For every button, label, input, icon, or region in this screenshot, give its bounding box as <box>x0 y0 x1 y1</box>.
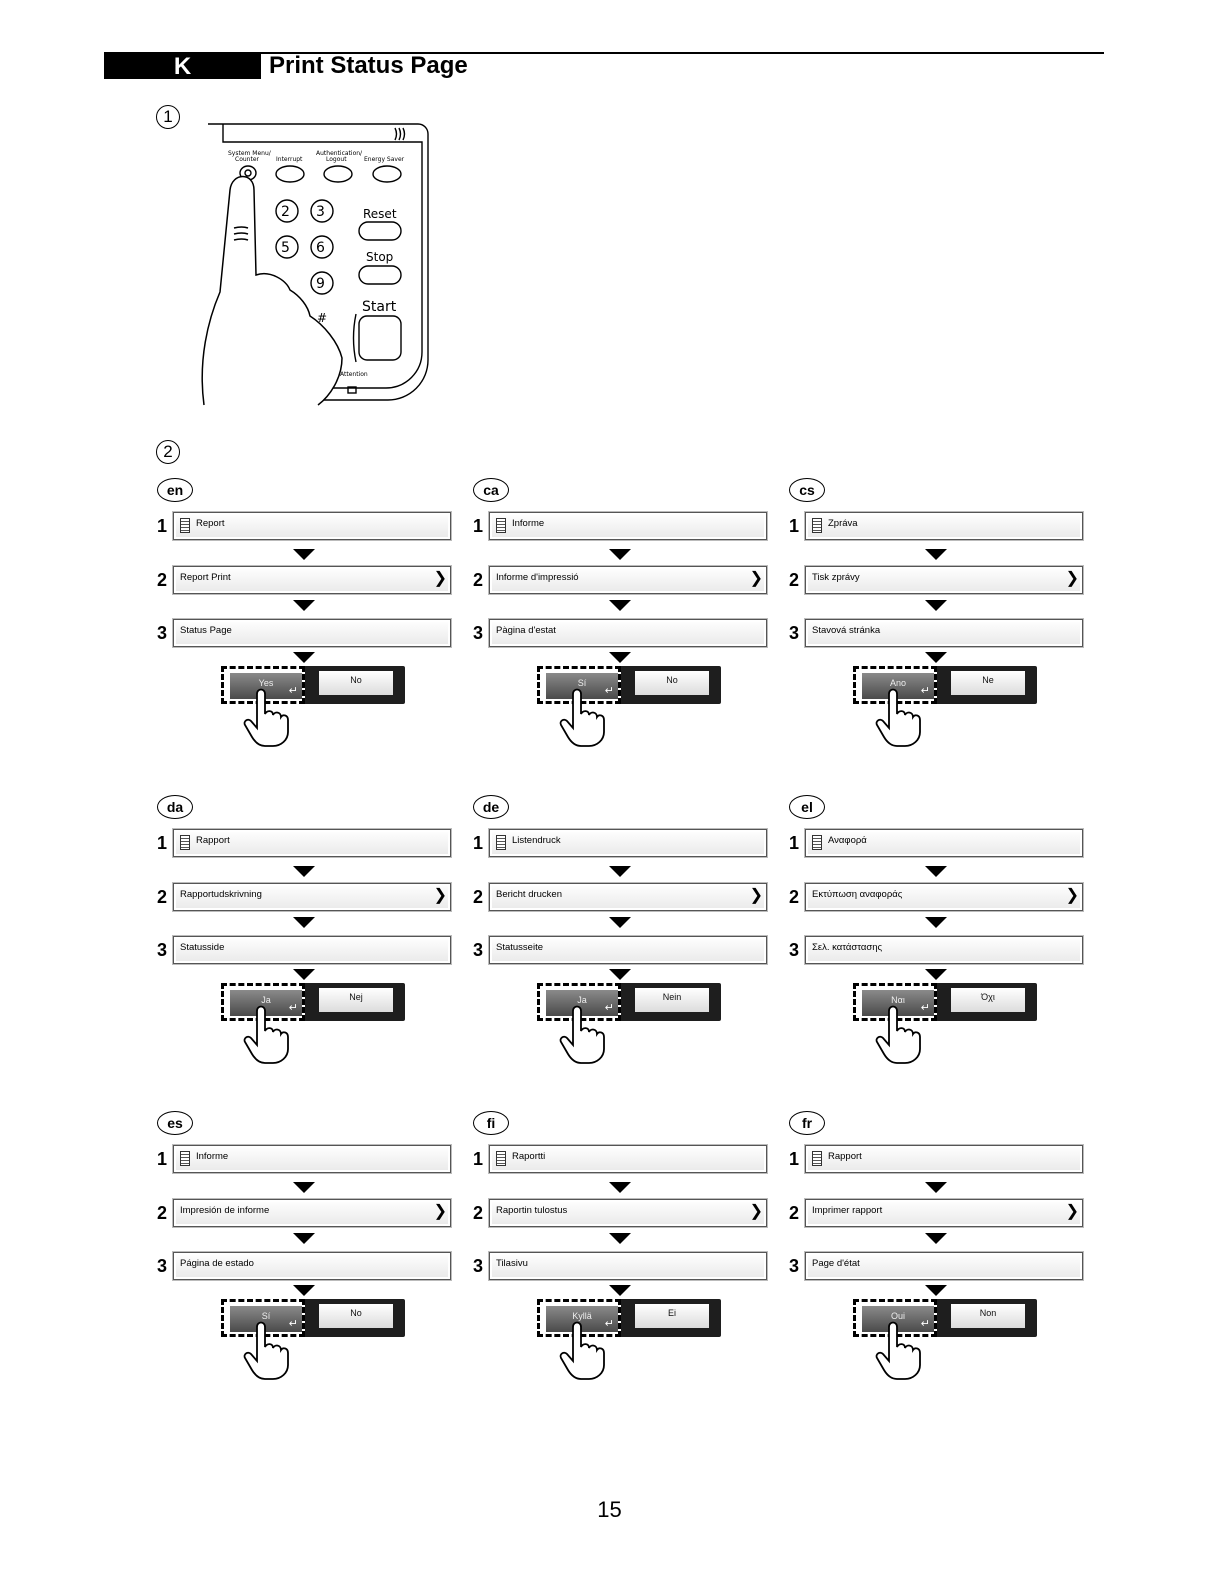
yes-button-label: Ja <box>577 995 587 1005</box>
confirm-dialog <box>221 666 411 756</box>
down-arrow-icon <box>609 866 631 877</box>
chevron-right-icon: ❯ <box>749 570 763 587</box>
menu-report-print[interactable] <box>805 1199 1083 1227</box>
row-number: 3 <box>157 1256 168 1276</box>
chevron-right-icon: ❯ <box>749 1203 763 1220</box>
logout-label: Logout <box>326 156 347 163</box>
row-number: 3 <box>473 940 484 960</box>
system-menu-label: System Menu/ <box>228 150 271 157</box>
language-block-cs <box>789 478 1089 778</box>
document-icon <box>812 835 822 850</box>
yes-button-label: Sí <box>577 678 587 688</box>
tapping-hand-icon <box>875 1005 921 1065</box>
row-number: 1 <box>473 1149 484 1169</box>
interrupt-label: Interrupt <box>276 156 303 163</box>
confirm-dialog <box>853 666 1043 756</box>
row-number: 3 <box>789 940 800 960</box>
confirm-dialog <box>853 983 1043 1073</box>
key-3: 3 <box>316 204 325 220</box>
tapping-hand-icon <box>559 1005 605 1065</box>
confirm-dialog <box>221 983 411 1073</box>
control-panel-illustration <box>190 120 435 410</box>
row-number: 2 <box>157 1203 168 1223</box>
confirm-dialog <box>537 983 727 1073</box>
down-arrow-icon <box>609 969 631 980</box>
down-arrow-icon <box>925 652 947 663</box>
document-icon <box>496 835 506 850</box>
down-arrow-icon <box>293 549 315 560</box>
language-code: el <box>789 795 825 819</box>
chevron-right-icon: ❯ <box>749 887 763 904</box>
tapping-hand-icon <box>559 1321 605 1381</box>
document-icon <box>180 835 190 850</box>
language-code: fi <box>473 1111 509 1135</box>
down-arrow-icon <box>609 1233 631 1244</box>
counter-label: Counter <box>235 156 259 163</box>
row-number: 3 <box>473 623 484 643</box>
row-number: 1 <box>789 516 800 536</box>
menu-report[interactable] <box>173 829 451 857</box>
row-number: 3 <box>157 623 168 643</box>
language-code: cs <box>789 478 825 502</box>
menu-report-print-label: Informe d'impressió <box>496 572 579 583</box>
menu-status-page-label: Página de estado <box>180 1258 254 1269</box>
enter-icon: ↵ <box>604 1002 614 1014</box>
row-number: 2 <box>473 1203 484 1223</box>
down-arrow-icon <box>925 917 947 928</box>
down-arrow-icon <box>925 866 947 877</box>
row-number: 1 <box>789 833 800 853</box>
row-number: 2 <box>157 570 168 590</box>
no-button-label: Ei <box>667 1308 676 1318</box>
menu-status-page[interactable] <box>805 1252 1083 1280</box>
chevron-right-icon: ❯ <box>1065 1203 1079 1220</box>
energy-saver-label: Energy Saver <box>364 156 405 163</box>
chevron-right-icon: ❯ <box>433 570 447 587</box>
enter-icon: ↵ <box>288 1318 298 1330</box>
document-icon <box>496 518 506 533</box>
menu-report-print[interactable] <box>173 566 451 594</box>
language-block-en <box>157 478 457 778</box>
no-button-label: Nein <box>662 992 682 1002</box>
down-arrow-icon <box>925 969 947 980</box>
row-number: 1 <box>157 1149 168 1169</box>
down-arrow-icon <box>609 652 631 663</box>
no-button[interactable] <box>951 1304 1025 1328</box>
down-arrow-icon <box>293 917 315 928</box>
enter-icon: ↵ <box>604 1318 614 1330</box>
menu-status-page[interactable] <box>805 619 1083 647</box>
language-block-da <box>157 795 457 1095</box>
menu-status-page[interactable] <box>173 936 451 964</box>
language-code: fr <box>789 1111 825 1135</box>
menu-report-print-label: Report Print <box>180 572 231 583</box>
down-arrow-icon <box>293 866 315 877</box>
confirm-dialog <box>853 1299 1043 1389</box>
row-number: 3 <box>789 623 800 643</box>
yes-button-label: Ναι <box>891 995 905 1005</box>
document-icon <box>180 518 190 533</box>
menu-status-page-label: Tilasivu <box>496 1258 528 1269</box>
start-label: Start <box>362 299 397 315</box>
no-button-label: Non <box>979 1308 997 1318</box>
menu-report-print-label: Imprimer rapport <box>812 1205 883 1216</box>
document-icon <box>812 518 822 533</box>
tapping-hand-icon <box>243 688 289 748</box>
menu-report-print-label: Impresión de informe <box>180 1205 270 1216</box>
down-arrow-icon <box>609 549 631 560</box>
enter-icon: ↵ <box>920 1002 930 1014</box>
menu-report-print-label: Bericht drucken <box>496 889 563 900</box>
tapping-hand-icon <box>559 688 605 748</box>
menu-status-page[interactable] <box>173 619 451 647</box>
row-number: 2 <box>789 570 800 590</box>
language-code: ca <box>473 478 509 502</box>
menu-status-page-label: Page d'état <box>812 1258 860 1269</box>
row-number: 3 <box>789 1256 800 1276</box>
down-arrow-icon <box>925 1182 947 1193</box>
menu-status-page[interactable] <box>489 619 767 647</box>
row-number: 1 <box>789 1149 800 1169</box>
enter-icon: ↵ <box>288 685 298 697</box>
no-button-label: No <box>666 675 678 685</box>
menu-report-print-label: Tisk zprávy <box>812 572 860 583</box>
row-number: 2 <box>473 887 484 907</box>
row-number: 1 <box>157 833 168 853</box>
menu-report-label: Listendruck <box>512 835 561 846</box>
menu-report[interactable] <box>173 512 451 540</box>
no-button[interactable] <box>635 1304 709 1328</box>
menu-report-print-label: Εκτύπωση αναφοράς <box>812 889 903 900</box>
down-arrow-icon <box>293 1285 315 1296</box>
key-hash: # <box>317 311 328 325</box>
menu-report-print[interactable] <box>489 1199 767 1227</box>
tapping-hand-icon <box>875 688 921 748</box>
page-title: Print Status Page <box>269 52 468 79</box>
no-button[interactable] <box>951 671 1025 695</box>
row-number: 3 <box>157 940 168 960</box>
row-number: 1 <box>473 833 484 853</box>
down-arrow-icon <box>609 1182 631 1193</box>
no-button-label: Ne <box>982 675 994 685</box>
step-2-marker: 2 <box>156 440 180 464</box>
no-button[interactable] <box>635 671 709 695</box>
no-button-label: No <box>350 1308 362 1318</box>
down-arrow-icon <box>609 1285 631 1296</box>
menu-status-page[interactable] <box>173 1252 451 1280</box>
row-number: 2 <box>157 887 168 907</box>
menu-report[interactable] <box>805 512 1083 540</box>
no-button[interactable] <box>951 988 1025 1012</box>
enter-icon: ↵ <box>604 685 614 697</box>
tapping-hand-icon <box>875 1321 921 1381</box>
menu-status-page-label: Σελ. κατάστασης <box>812 942 883 953</box>
menu-report-label: Zpráva <box>828 518 858 529</box>
confirm-dialog <box>221 1299 411 1389</box>
menu-report-print[interactable] <box>805 883 1083 911</box>
menu-report-print[interactable] <box>173 1199 451 1227</box>
yes-button-label: Ano <box>889 678 906 688</box>
language-block-fr <box>789 1111 1089 1411</box>
key-2: 2 <box>281 204 290 220</box>
menu-status-page-label: Status Page <box>180 625 232 636</box>
reset-label: Reset <box>363 207 397 221</box>
language-block-de <box>473 795 773 1095</box>
language-code: en <box>157 478 193 502</box>
menu-status-page[interactable] <box>489 936 767 964</box>
down-arrow-icon <box>293 1233 315 1244</box>
authentication-label: Authentication/ <box>316 150 363 157</box>
language-code: da <box>157 795 193 819</box>
confirm-dialog <box>537 1299 727 1389</box>
section-letter: K <box>104 54 261 79</box>
language-code: es <box>157 1111 193 1135</box>
tapping-hand-icon <box>243 1321 289 1381</box>
attention-label: Attention <box>340 371 368 378</box>
menu-report-label: Αναφορά <box>828 835 867 846</box>
menu-status-page[interactable] <box>489 1252 767 1280</box>
language-block-fi <box>473 1111 773 1411</box>
menu-report[interactable] <box>489 512 767 540</box>
down-arrow-icon <box>293 969 315 980</box>
row-number: 1 <box>473 516 484 536</box>
down-arrow-icon <box>293 652 315 663</box>
row-number: 2 <box>473 570 484 590</box>
menu-status-page-label: Pàgina d'estat <box>496 625 556 636</box>
menu-report-print[interactable] <box>805 566 1083 594</box>
document-icon <box>496 1151 506 1166</box>
yes-button-label: Sí <box>261 1311 271 1321</box>
menu-report-print[interactable] <box>173 883 451 911</box>
document-icon <box>180 1151 190 1166</box>
menu-status-page-label: Statusside <box>180 942 225 953</box>
menu-report-label: Informe <box>512 518 545 529</box>
menu-report-print[interactable] <box>489 566 767 594</box>
tapping-hand-icon <box>243 1005 289 1065</box>
no-button[interactable] <box>319 988 393 1012</box>
key-5: 5 <box>281 240 290 256</box>
language-block-ca <box>473 478 773 778</box>
no-button[interactable] <box>635 988 709 1012</box>
down-arrow-icon <box>293 1182 315 1193</box>
menu-report[interactable] <box>489 1145 767 1173</box>
row-number: 3 <box>473 1256 484 1276</box>
chevron-right-icon: ❯ <box>1065 570 1079 587</box>
no-button[interactable] <box>319 1304 393 1328</box>
menu-report[interactable] <box>805 1145 1083 1173</box>
step-1-marker: 1 <box>156 105 180 129</box>
language-block-el <box>789 795 1089 1095</box>
menu-report-label: Report <box>196 518 225 529</box>
yes-button-label: Kyllä <box>572 1311 592 1321</box>
down-arrow-icon <box>925 600 947 611</box>
menu-report[interactable] <box>489 829 767 857</box>
menu-report-print-label: Rapportudskrivning <box>180 889 262 900</box>
menu-report-label: Informe <box>196 1151 229 1162</box>
row-number: 2 <box>789 1203 800 1223</box>
enter-icon: ↵ <box>288 1002 298 1014</box>
key-6: 6 <box>316 240 325 256</box>
language-block-es <box>157 1111 457 1411</box>
menu-report-print[interactable] <box>489 883 767 911</box>
yes-button-label: Oui <box>890 1311 905 1321</box>
page-number: 15 <box>597 1497 622 1522</box>
chevron-right-icon: ❯ <box>433 887 447 904</box>
enter-icon: ↵ <box>920 685 930 697</box>
yes-button-label: Yes <box>258 678 274 688</box>
down-arrow-icon <box>925 1285 947 1296</box>
down-arrow-icon <box>609 600 631 611</box>
row-number: 1 <box>157 516 168 536</box>
menu-report-print-label: Raportin tulostus <box>496 1205 568 1216</box>
down-arrow-icon <box>293 600 315 611</box>
no-button-label: Nej <box>349 992 363 1002</box>
yes-button-label: Ja <box>261 995 271 1005</box>
menu-report[interactable] <box>173 1145 451 1173</box>
menu-report-label: Rapport <box>196 835 230 846</box>
stop-label: Stop <box>366 250 394 264</box>
menu-status-page-label: Stavová stránka <box>812 625 881 636</box>
key-9: 9 <box>316 276 325 292</box>
chevron-right-icon: ❯ <box>433 1203 447 1220</box>
down-arrow-icon <box>925 1233 947 1244</box>
menu-report-label: Rapport <box>828 1151 862 1162</box>
chevron-right-icon: ❯ <box>1065 887 1079 904</box>
row-number: 2 <box>789 887 800 907</box>
document-icon <box>812 1151 822 1166</box>
menu-report-label: Raportti <box>512 1151 546 1162</box>
no-button[interactable] <box>319 671 393 695</box>
confirm-dialog <box>537 666 727 756</box>
no-button-label: No <box>350 675 362 685</box>
language-code: de <box>473 795 509 819</box>
down-arrow-icon <box>925 549 947 560</box>
enter-icon: ↵ <box>920 1318 930 1330</box>
down-arrow-icon <box>609 917 631 928</box>
no-button-label: Όχι <box>981 992 995 1002</box>
menu-status-page[interactable] <box>805 936 1083 964</box>
menu-status-page-label: Statusseite <box>496 942 543 953</box>
menu-report[interactable] <box>805 829 1083 857</box>
